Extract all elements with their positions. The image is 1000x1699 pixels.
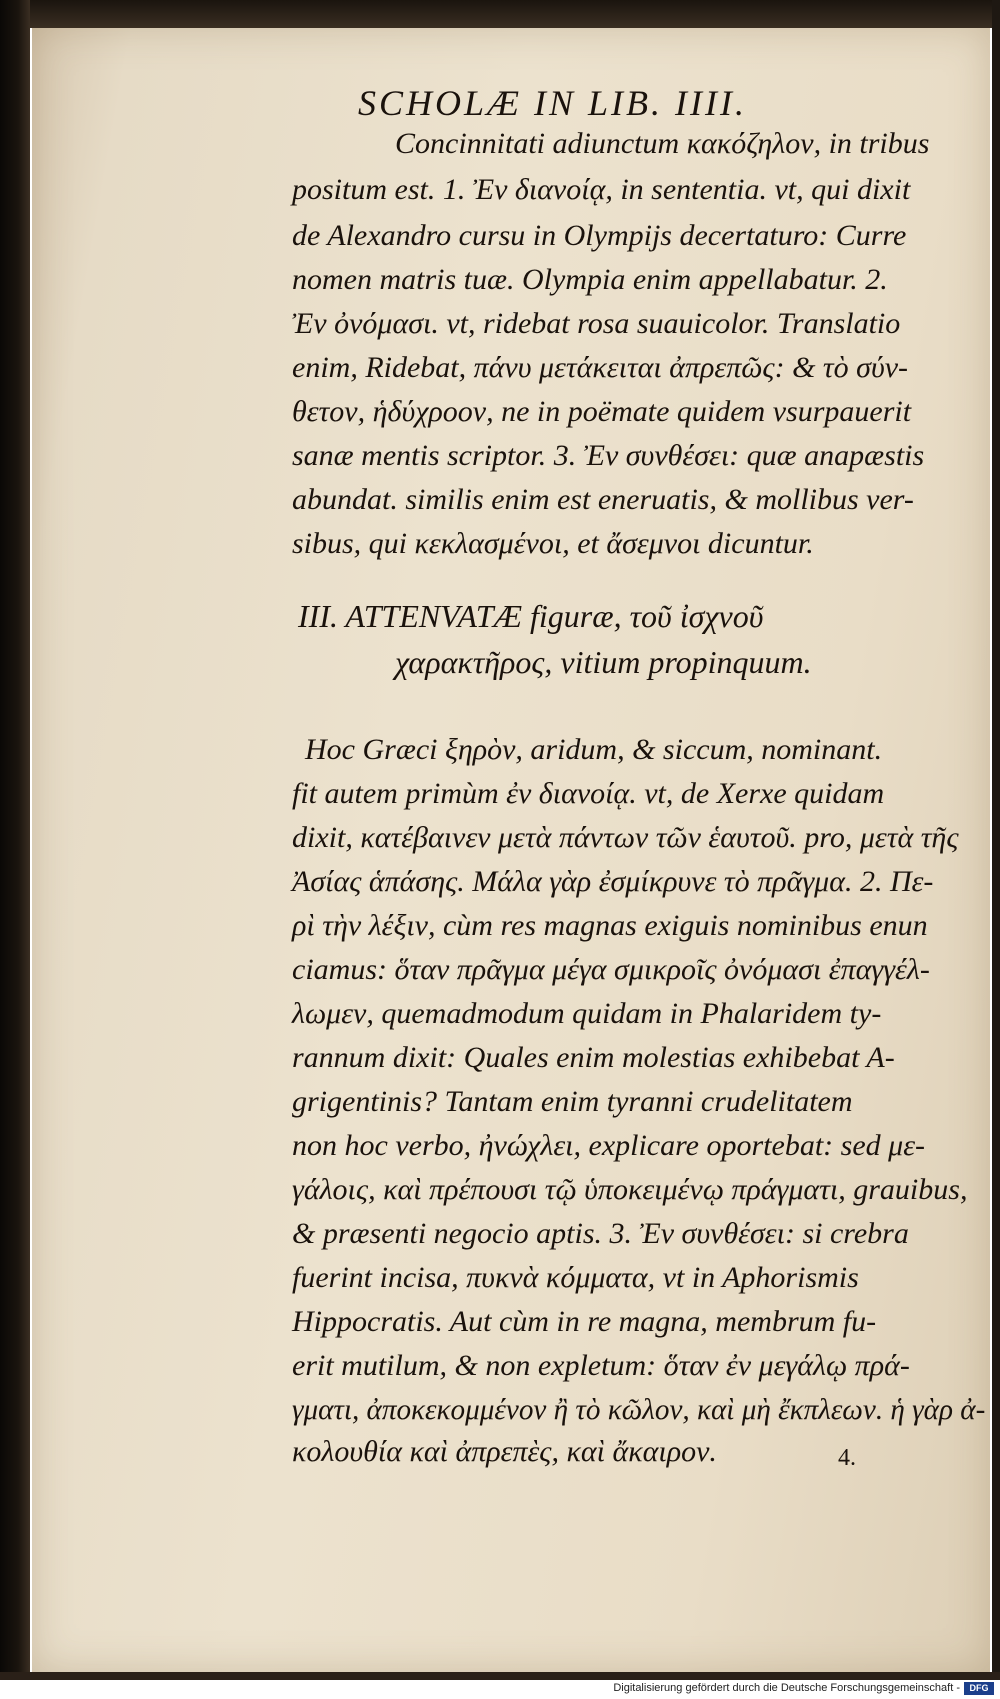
text-line: fit autem primùm ἐν διανοίᾳ. vt, de Xerxe quidam	[292, 777, 885, 810]
text-line: ρὶ τὴν λέξιν, cùm res magnas exiguis nominibus enun	[292, 909, 928, 942]
text-line: sanæ mentis scriptor. 3. Ἐν συνθέσει: quæ anapæstis	[292, 439, 925, 472]
text-line: Hippocratis. Aut cùm in re magna, membrum fu-	[292, 1305, 877, 1338]
text-line: grigentinis? Tantam enim tyranni crudelitatem	[292, 1085, 853, 1118]
text-line: ciamus: ὅταν πρᾶγμα μέγα σμικροῖς ὀνόμασι ἐπαγγέλ-	[292, 953, 930, 986]
scan-border-top	[0, 0, 1000, 28]
text-line: Hoc Græci ξηρὸν, aridum, & siccum, nominant.	[305, 733, 883, 766]
footer-credit: Digitalisierung gefördert durch die Deutsche Forschungsgemeinschaft -	[613, 1682, 960, 1694]
text-line: erit mutilum, & non expletum: ὅταν ἐν μεγάλῳ πρά-	[292, 1349, 910, 1382]
text-line: fuerint incisa, πυκνὰ κόμματα, vt in Aphorismis	[292, 1261, 859, 1294]
text-line: rannum dixit: Quales enim molestias exhibebat A-	[292, 1041, 895, 1074]
text-line: Ἀσίας ἁπάσης. Μάλα γὰρ ἐσμίκρυνε τὸ πρᾶγμα. 2. Πε-	[292, 865, 934, 898]
scan-border-bottom	[0, 1672, 1000, 1680]
text-line: sibus, qui κεκλασμένοι, et ἄσεμνοι dicuntur.	[292, 527, 814, 560]
text-line: κολουθία καὶ ἀπρεπὲς, καὶ ἄκαιρον.	[292, 1435, 717, 1468]
section-heading: χαρακτῆρος, vitium propinquum.	[395, 644, 812, 680]
folio-number: 4.	[838, 1445, 856, 1471]
text-line: Ἐν ὀνόμασι. vt, ridebat rosa suauicolor. Translatio	[292, 307, 901, 340]
text-line: γάλοις, καὶ πρέπουσι τῷ ὑποκειμένῳ πράγματι, grauibus,	[292, 1173, 968, 1206]
text-line: θετον, ἡδύχροον, ne in poëmate quidem vsurpauerit	[292, 395, 912, 428]
running-head: SCHOLÆ IN LIB. IIII.	[358, 83, 747, 123]
text-line: γματι, ἀποκεκομμένον ἢ τὸ κῶλον, καὶ μὴ ἔκπλεων. ἡ γὰρ ἀ-	[292, 1393, 986, 1426]
text-line: abundat. similis enim est eneruatis, & mollibus ver-	[292, 483, 914, 516]
text-line: & præsenti negocio aptis. 3. Ἐν συνθέσει: si crebra	[292, 1217, 909, 1250]
text-line: de Alexandro cursu in Olympijs decertaturo: Curre	[292, 219, 907, 252]
text-line: Concinnitati adiunctum κακόζηλον, in tribus	[395, 127, 930, 160]
scan-border-left	[0, 0, 30, 1699]
text-line: λωμεν, quemadmodum quidam in Phalaridem ty-	[292, 997, 882, 1030]
text-line: dixit, κατέβαινεν μετὰ πάντων τῶν ἑαυτοῦ. pro, μετὰ τῆς	[292, 821, 959, 854]
section-heading: III. ATTENVATÆ figuræ, τοῦ ἰσχνοῦ	[298, 598, 764, 634]
text-line: non hoc verbo, ἠνώχλει, explicare oportebat: sed με-	[292, 1129, 926, 1162]
footer-bar	[0, 1680, 1000, 1699]
scan-border-right	[992, 0, 1000, 1699]
text-line: nomen matris tuæ. Olympia enim appellabatur. 2.	[292, 263, 888, 296]
dfg-logo-icon: DFG	[964, 1682, 994, 1695]
text-line: enim, Ridebat, πάνυ μετάκειται ἀπρεπῶς: & τὸ σύν-	[292, 351, 909, 384]
text-line: positum est. 1. Ἐν διανοίᾳ, in sententia. vt, qui dixit	[292, 173, 911, 206]
